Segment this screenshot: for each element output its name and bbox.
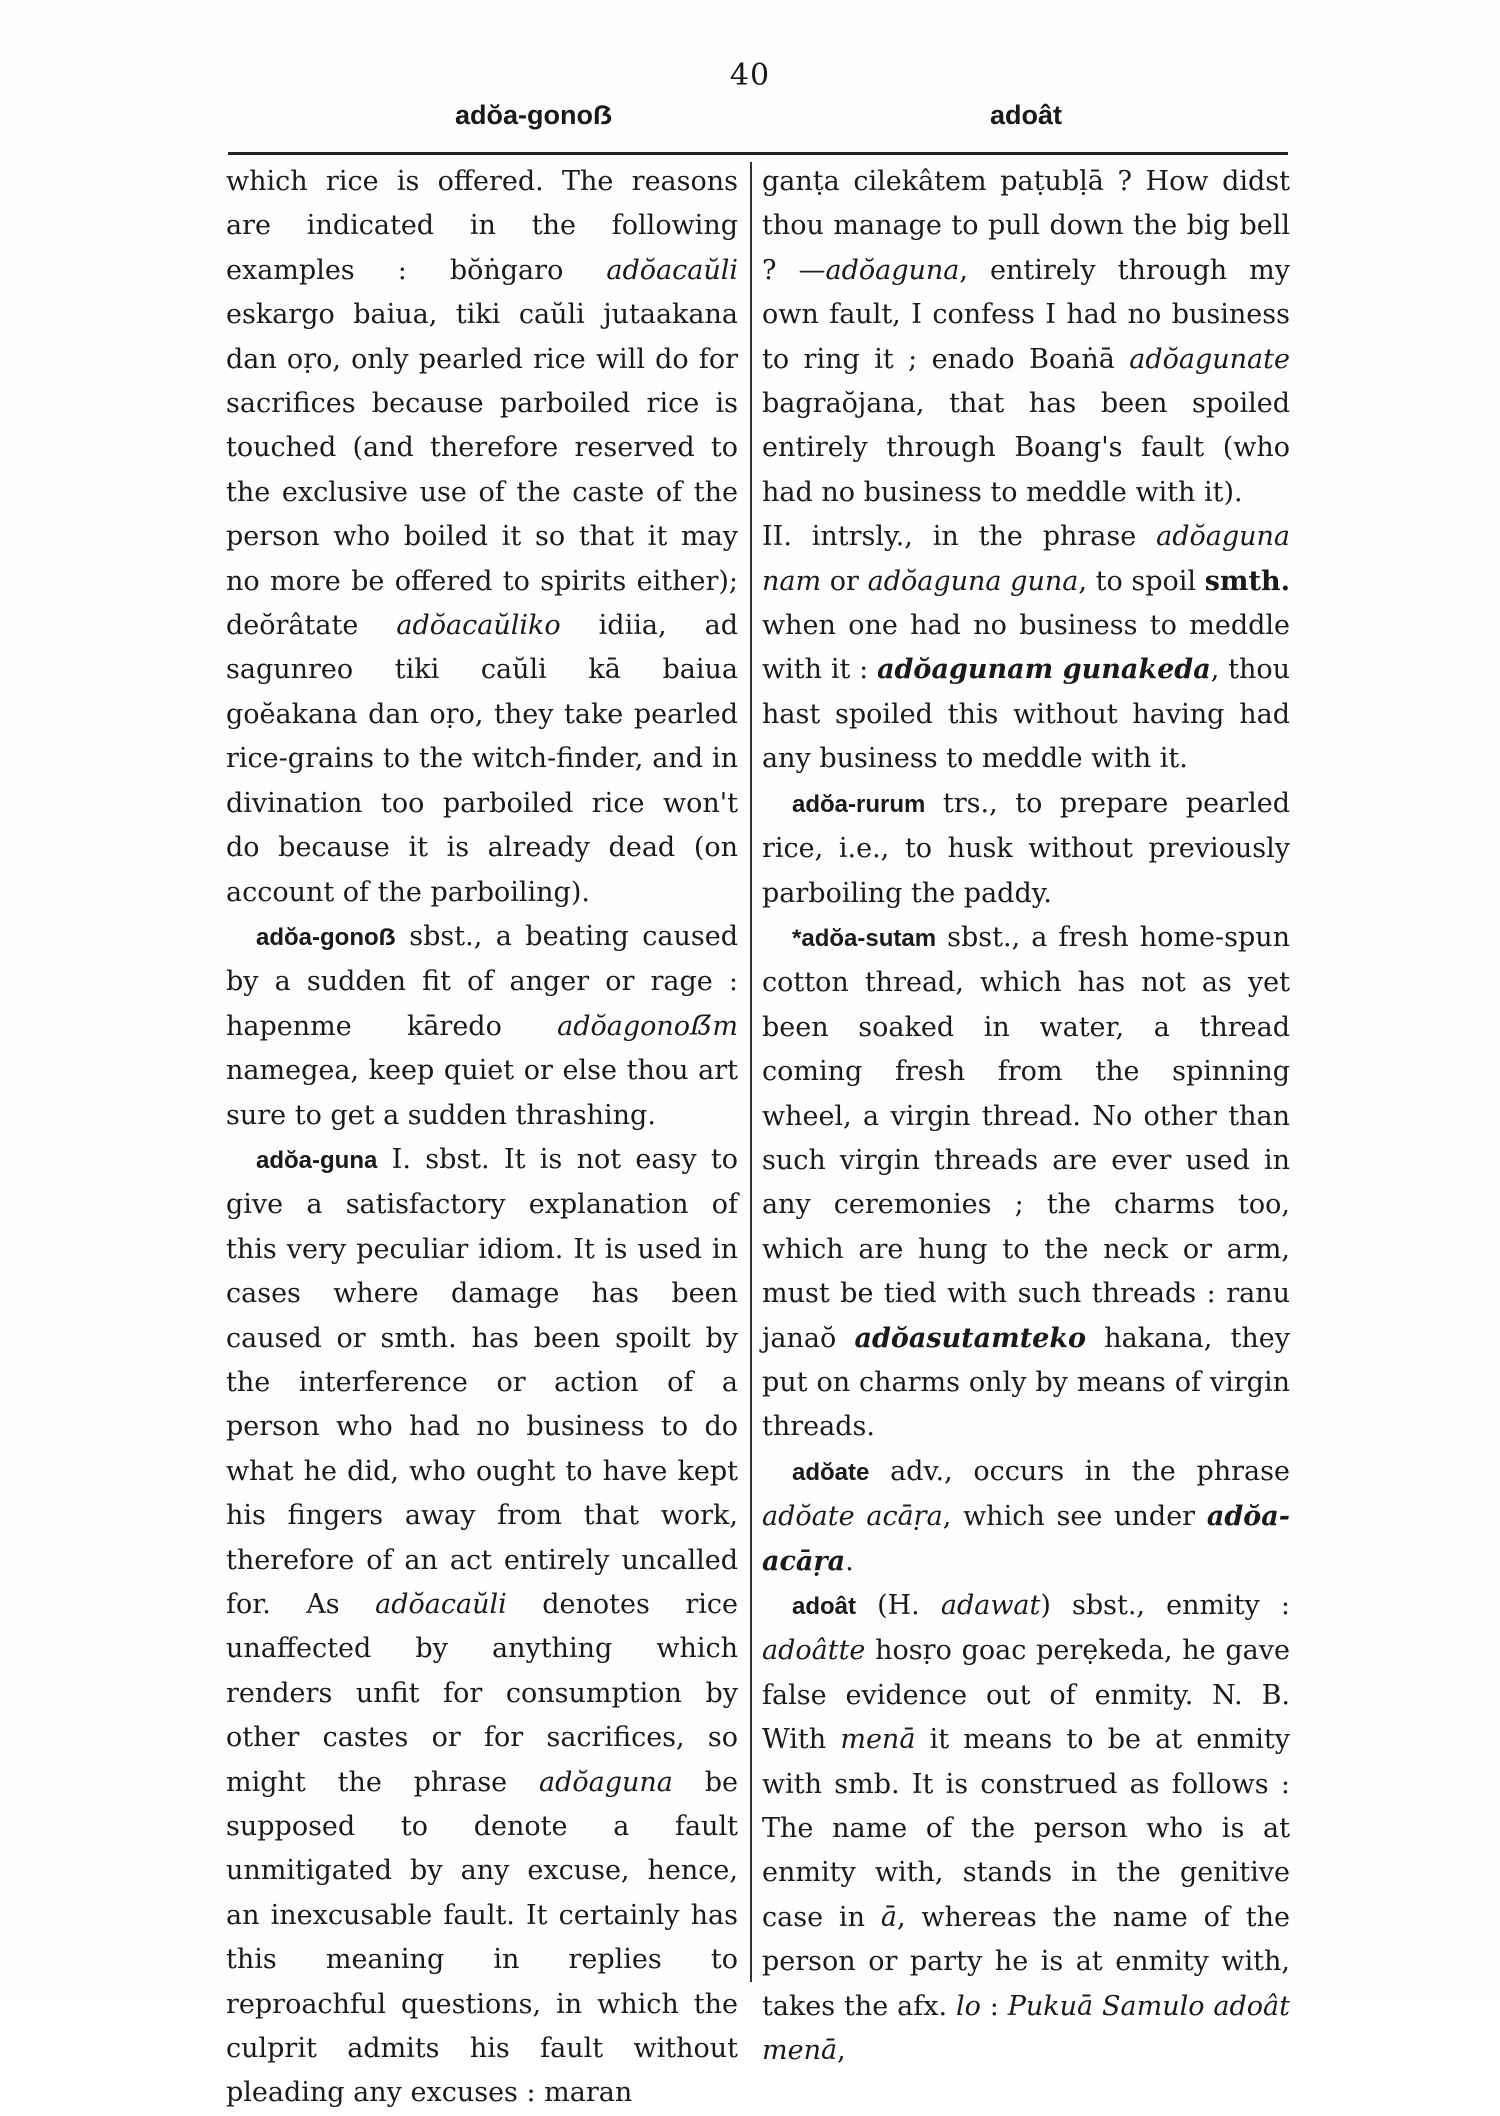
text: hosṛo goac perẹkeda, he gave false evidence out of enmity. N. B. With	[762, 1635, 1290, 1756]
example-term: adŏacaŭli	[375, 1589, 507, 1620]
entry-adoa-guna	[226, 1138, 738, 2116]
example-term: adŏaguna	[825, 254, 960, 286]
headword: adŏa-guna	[256, 1146, 378, 1174]
example-term: adŏaguna nam	[762, 521, 1290, 597]
example-term: adŏate acāṛa	[762, 1501, 943, 1533]
text: be supposed to denote a fault unmitigated by any excuse, hence, an inexcusable fault. It certainly has this meaning in replies to reproachful questions, in which the culprit admits his fault without pleading any excuses : maran	[226, 1766, 738, 2109]
headword: adŏa-rurum	[792, 790, 926, 818]
header-rule	[228, 152, 1288, 155]
page-number: 40	[729, 58, 771, 93]
example-term: menā	[840, 1724, 916, 1756]
headword: adŏa-gonoẞ	[256, 923, 396, 951]
headword: *adŏa-sutam	[792, 924, 937, 952]
continued-paragraph	[762, 160, 1290, 515]
text: bagraŏjana, that has been spoiled entirely through Boang's fault (who had no business to meddle with it).	[762, 388, 1290, 508]
text: sbst., a beating caused by a sudden fit of anger or rage : hapenme kāredo	[226, 920, 738, 1042]
continued-paragraph	[226, 160, 738, 915]
text: sbst., a fresh home-spun cotton thread, which has not as yet been soaked in water, a thread coming fresh from the spinning wheel, a virgin thread. No other than such virgin threads are ever used in any ceremonies ; the charms too, which are hung to the neck or arm, must be tied with such threads : ranu janaŏ	[762, 921, 1290, 1354]
example-term: adŏagunate	[1129, 343, 1290, 375]
sense-two-paragraph	[762, 515, 1290, 781]
text: ) sbst., enmity :	[1040, 1590, 1290, 1621]
example-term: adŏacaŭliko	[396, 610, 561, 642]
text: :	[980, 1990, 1008, 2022]
example-term: adŏaguna guna	[867, 565, 1079, 597]
example-term: ā	[880, 1901, 897, 1933]
text: or	[821, 565, 868, 597]
example-term: adawat	[940, 1590, 1041, 1621]
text: hakana, they put on charms only by means of virgin threads.	[762, 1322, 1291, 1443]
text: , to spoil	[1078, 565, 1205, 597]
bold-term: smth.	[1204, 565, 1290, 597]
right-column	[762, 160, 1290, 2073]
text: when one had no business to meddle with it :	[762, 610, 1290, 686]
text: .	[845, 1545, 854, 1577]
text: , whereas the name of the person or party he is at enmity with, takes the afx.	[762, 1901, 1290, 2022]
column-divider	[750, 162, 752, 1982]
text: (H.	[856, 1590, 941, 1621]
example-term: Pukuā Samulo adoât menā	[762, 1990, 1290, 2067]
headword: adŏate	[792, 1458, 870, 1486]
example-term: adŏaguna	[538, 1766, 673, 1798]
text: , thou hast spoiled this without having had any business to meddle with it.	[762, 654, 1290, 775]
text: I. sbst. It is not easy to give a satisfactory explanation of this very peculiar idiom. It is used in cases where damage has been caused or smth. has been spoilt by the interference or action of a person who had no business to do what he did, who ought to have kept his fingers away from that work, therefore of an act entirely uncalled for. As	[226, 1143, 738, 1620]
example-term: adŏasutamteko	[854, 1322, 1087, 1354]
entry-adoate	[762, 1450, 1290, 1584]
text: , which see under	[942, 1501, 1207, 1533]
example-term: lo	[955, 1990, 981, 2022]
headword: adoât	[792, 1593, 857, 1620]
example-term: adoâtte	[762, 1635, 866, 1667]
text: it means to be at enmity with smb. It is construed as follows : The name of the person who is at enmity with, stands in the genitive case in	[762, 1724, 1290, 1933]
text: adv., occurs in the phrase	[869, 1455, 1290, 1487]
text: ganṭa cilekâtem paṭubḷā ? How didst thou manage to pull down the big bell ? —	[762, 166, 1290, 286]
text: idiia, ad sagunreo tiki caŭli kā baiua goĕakana dan oṛo, they take pearled rice-grains to the witch-finder, and in divination too parboiled rice won't do because it is already dead (on account of the parboiling).	[226, 610, 738, 908]
text: eskargo baiua, tiki caŭli jutaakana dan oṛo, only pearled rice will do for sacrifices because parboiled rice is touched (and therefore reserved to the exclusive use of the caste of the person who boiled it so that it may no more be offered to spirits either); deŏrâtate	[226, 299, 738, 642]
left-column	[226, 160, 738, 2116]
text: ,	[837, 2035, 846, 2067]
entry-adoat	[762, 1584, 1290, 2073]
text: trs., to prepare pearled rice, i.e., to husk without previously parboiling the paddy.	[762, 787, 1290, 909]
example-term: adŏagunam gunakeda	[877, 654, 1211, 686]
text: which rice is offered. The reasons are indicated in the following examples : bŏṅgaro	[226, 166, 738, 286]
right-running-head: adoât	[990, 100, 1063, 130]
entry-adoa-rurum	[762, 782, 1290, 916]
text: namegea, keep quiet or else thou art sure to get a sudden thrashing.	[226, 1055, 738, 1131]
left-running-head: adŏa-gonoẞ	[455, 100, 613, 130]
example-term: adŏa-acāṛa	[762, 1501, 1290, 1577]
text: denotes rice unaffected by anything which renders unfit for consumption by other castes or for sacrifices, so might the phrase	[226, 1589, 738, 1798]
example-term: adŏagonoẞm	[557, 1010, 738, 1042]
entry-adoa-sutam	[762, 916, 1290, 1450]
text: II. intrsly., in the phrase	[762, 521, 1157, 553]
text: , entirely through my own fault, I confess I had no business to ring it ; enado Boaṅā	[762, 254, 1290, 375]
entry-adoa-gonok	[226, 915, 738, 1138]
example-term: adŏacaŭli	[606, 254, 738, 286]
